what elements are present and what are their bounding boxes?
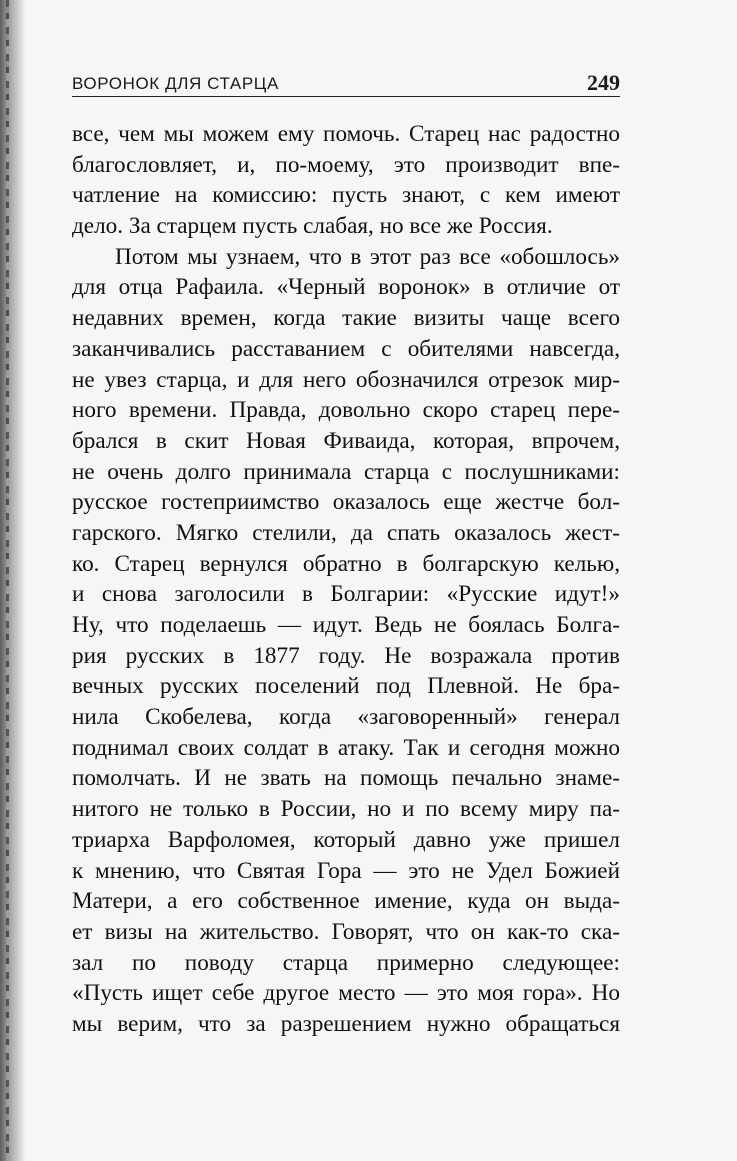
text-line: брался в скит Новая Фиваида, которая, впрочем, [72,427,620,454]
text-line: не очень долго принимала старца с послушниками: [72,458,620,485]
text-line: помолчать. И не звать на помощь печально знаме- [72,765,620,792]
text-line: недавних времен, когда такие визиты чаще всего [72,305,620,332]
page-number: 249 [587,70,620,95]
text-line: «Пусть ищет себе другое место — это моя гора». Но [72,980,620,1007]
text-line: ет визы на жительство. Говорят, что он как-то ска- [72,918,620,945]
running-title: ВОРОНОК ДЛЯ СТАРЦА [72,74,279,93]
text-line: дело. За старцем пусть слабая, но все же Россия. [72,213,553,240]
text-line: рия русских в 1877 году. Не возражала против [72,642,620,669]
text-line: поднимал своих солдат в атаку. Так и сегодня можно [72,734,620,761]
text-line: триарха Варфоломея, который давно уже пришел [72,826,620,853]
text-line: вечных русских поселений под Плевной. Не бра- [72,673,620,700]
text-line: нитого не только в России, но и по всему миру па- [72,796,620,823]
text-line: мы верим, что за разрешением нужно обращаться [72,1010,620,1037]
running-head [72,70,620,97]
text-line: чатление на комиссию: пусть знают, с кем имеют [72,182,620,209]
text-line: русское гостеприимство оказалось еще жестче бол- [72,489,620,516]
text-line: благословляет, и, по-моему, это производит впе- [72,151,620,178]
body-text [72,119,620,1040]
text-line: и снова заголосили в Болгарии: «Русские идут!» [72,581,620,608]
paragraph-1 [72,119,620,242]
text-line: заканчивались расставанием с обителями навсегда, [72,335,620,362]
text-line: к мнению, что Святая Гора — это не Удел Божией [72,857,620,884]
text-line: Ну, что поделаешь — идут. Ведь не боялась Болга- [72,612,620,638]
text-line: для отца Рафаила. «Черный воронок» в отличие от [72,274,620,301]
book-binding-edge [0,0,26,1161]
text-line: Потом мы узнаем, что в этот раз все «обошлось» [115,243,620,270]
text-line: все, чем мы можем ему помочь. Старец нас радостно [72,121,620,147]
text-line: нила Скобелева, когда «заговоренный» генерал [72,704,620,731]
text-line: ко. Старец вернулся обратно в болгарскую келью, [72,550,620,577]
text-line: ного времени. Правда, довольно скоро старец пере- [72,397,620,424]
text-line: Матери, а его собственное имение, куда он выда- [72,888,620,915]
text-line: не увез старца, и для него обозначился отрезок мир- [72,366,620,393]
text-line: гарского. Мягко стелили, да спать оказалось жест- [72,519,620,546]
text-line: зал по поводу старца примерно следующее: [72,949,620,976]
paragraph-2 [72,242,620,1040]
